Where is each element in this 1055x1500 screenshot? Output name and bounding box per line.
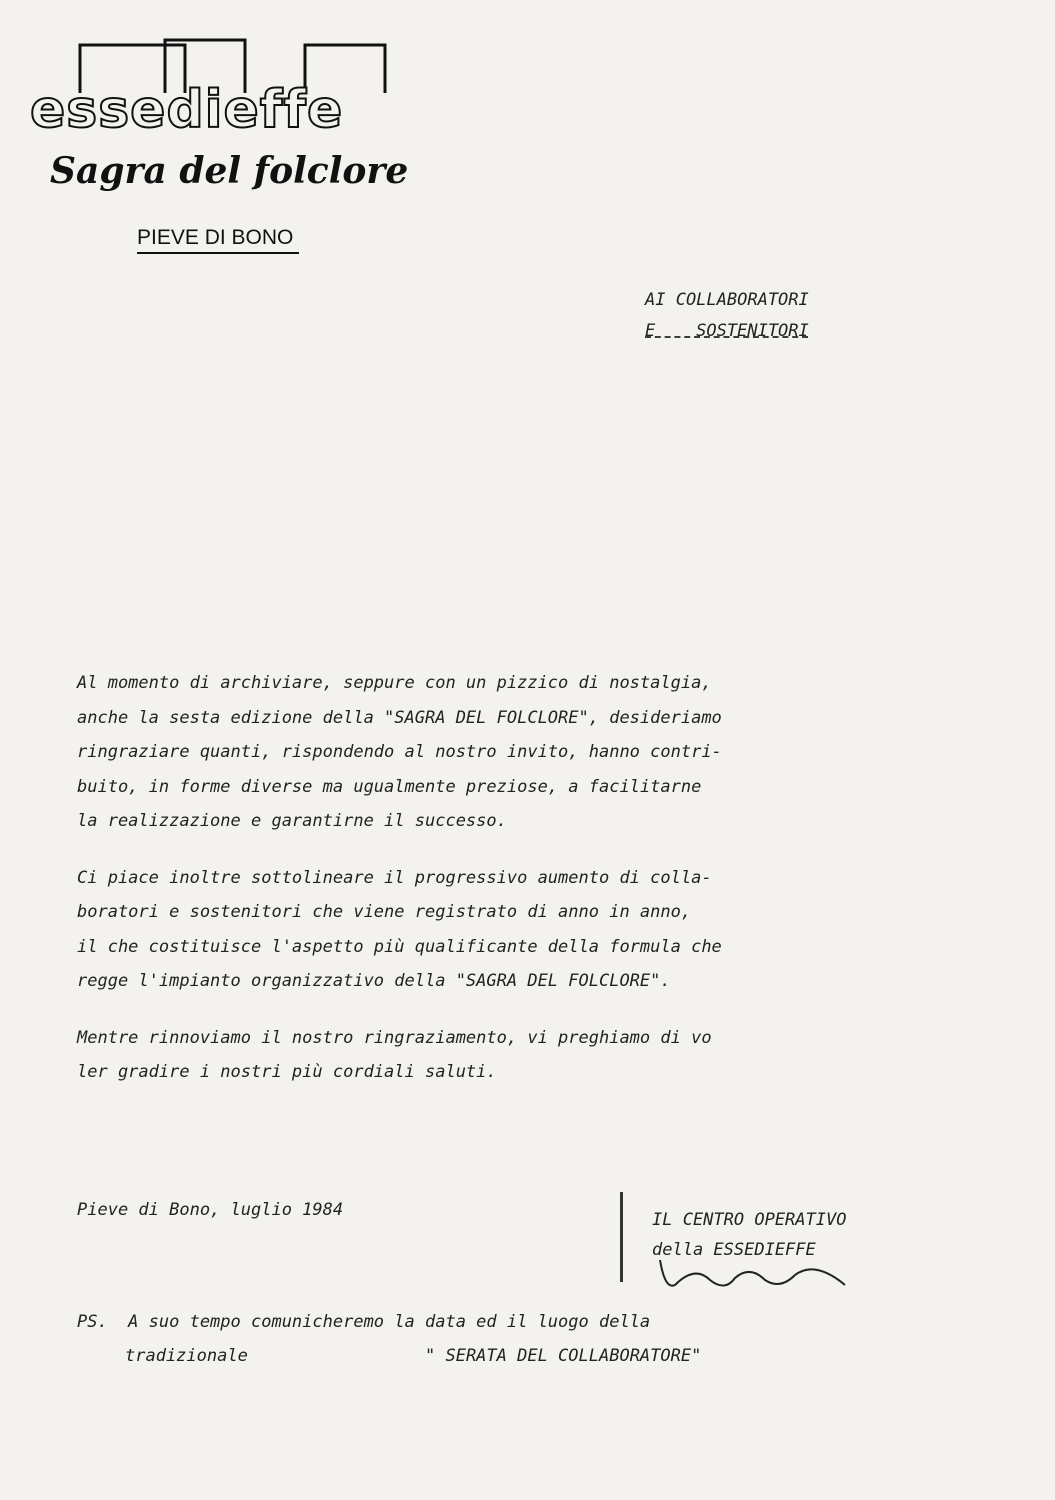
body-paragraph-3: Mentre rinnoviamo il nostro ringraziamento, vi preghiamo di vo ler gradire i nostri più cordiali saluti. [77,1027,712,1082]
addressee-block [645,285,809,347]
event-title: Sagra del folclore [50,150,409,192]
body-paragraph-1: Al momento di archiviare, seppure con un pizzico di nostalgia, anche la sesta edizione della "SAGRA DEL FOLCLORE", desideriamo ringraziare quanti, rispondendo al nostro invito, hanno contri- buito, in forme diverse ma ugualmente preziose, a facilitarne la realizzazione e garantirne il successo. [77,673,722,831]
body-paragraph-2: Ci piace inoltre sottolineare il progressivo aumento di colla- boratori e sostenitori che viene registrato di anno in anno, il che costituisce l'aspetto più qualificante della formula che regge l'impianto organizzativo della "SAGRA DEL FOLCLORE". [77,867,722,991]
essedieffe-logo [30,35,400,140]
addressee-line-2: E SOSTENITORI [645,321,809,341]
postscript-line-1: PS. A suo tempo comunicheremo la data ed il luogo della [77,1312,651,1332]
postscript [77,1305,837,1373]
event-location: PIEVE DI BONO [137,226,299,254]
signature-line-2: della ESSEDIEFFE [652,1240,816,1260]
signature-line-1: IL CENTRO OPERATIVO [652,1210,847,1230]
logo-text: essedieffe [30,80,344,140]
postscript-line-2a: tradizionale [125,1346,248,1366]
letter-date: Pieve di Bono, luglio 1984 [77,1200,344,1220]
addressee-line-1: AI COLLABORATORI [645,290,809,310]
postscript-line-2b: " SERATA DEL COLLABORATORE" [425,1346,702,1366]
letter-body [77,666,907,1112]
signature-stroke [620,1192,623,1282]
handwritten-signature [655,1250,855,1295]
